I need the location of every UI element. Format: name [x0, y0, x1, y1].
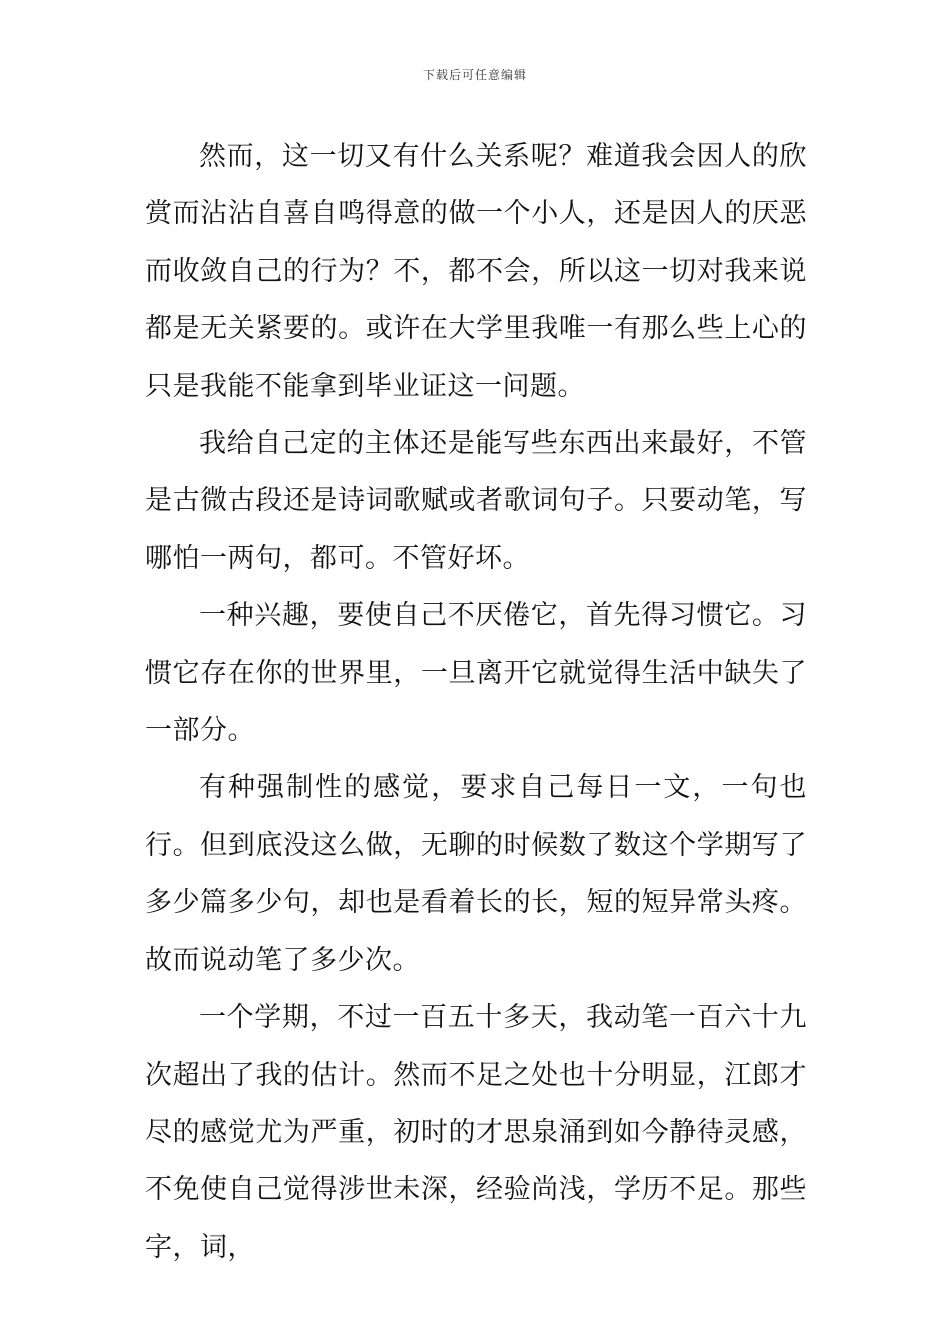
- paragraph-1: 然而，这一切又有什么关系呢？难道我会因人的欣赏而沾沾自喜自鸣得意的做一个小人，还是因人的厌恶而收敛自己的行为？不，都不会，所以这一切对我来说都是无关紧要的。或许在大学里我唯一有那么些上心的只是我能不能拿到毕业证这一问题。: [145, 141, 807, 402]
- header-note: 下载后可任意编辑: [422, 68, 527, 82]
- paragraph-2: 我给自己定的主体还是能写些东西出来最好，不管是古微古段还是诗词歌赋或者歌词句子。只要动笔，写哪怕一两句，都可。不管好坏。: [145, 428, 807, 574]
- paragraph-4: 有种强制性的感觉，要求自己每日一文，一句也行。但到底没这么做，无聊的时候数了数这个学期写了多少篇多少句，却也是看着长的长，短的短异常头疼。故而说动笔了多少次。: [145, 772, 807, 976]
- paragraph-3: 一种兴趣，要使自己不厌倦它，首先得习惯它。习惯它存在你的世界里，一旦离开它就觉得生活中缺失了一部分。: [145, 600, 807, 747]
- paragraph-5: 一个学期，不过一百五十多天，我动笔一百六十九次超出了我的估计。然而不足之处也十分明显，江郎才尽的感觉尤为严重，初时的才思泉涌到如今静待灵感，不免使自己觉得涉世未深，经验尚浅，学历不足。那些字，词，: [145, 1002, 807, 1263]
- document-body: [145, 128, 807, 1276]
